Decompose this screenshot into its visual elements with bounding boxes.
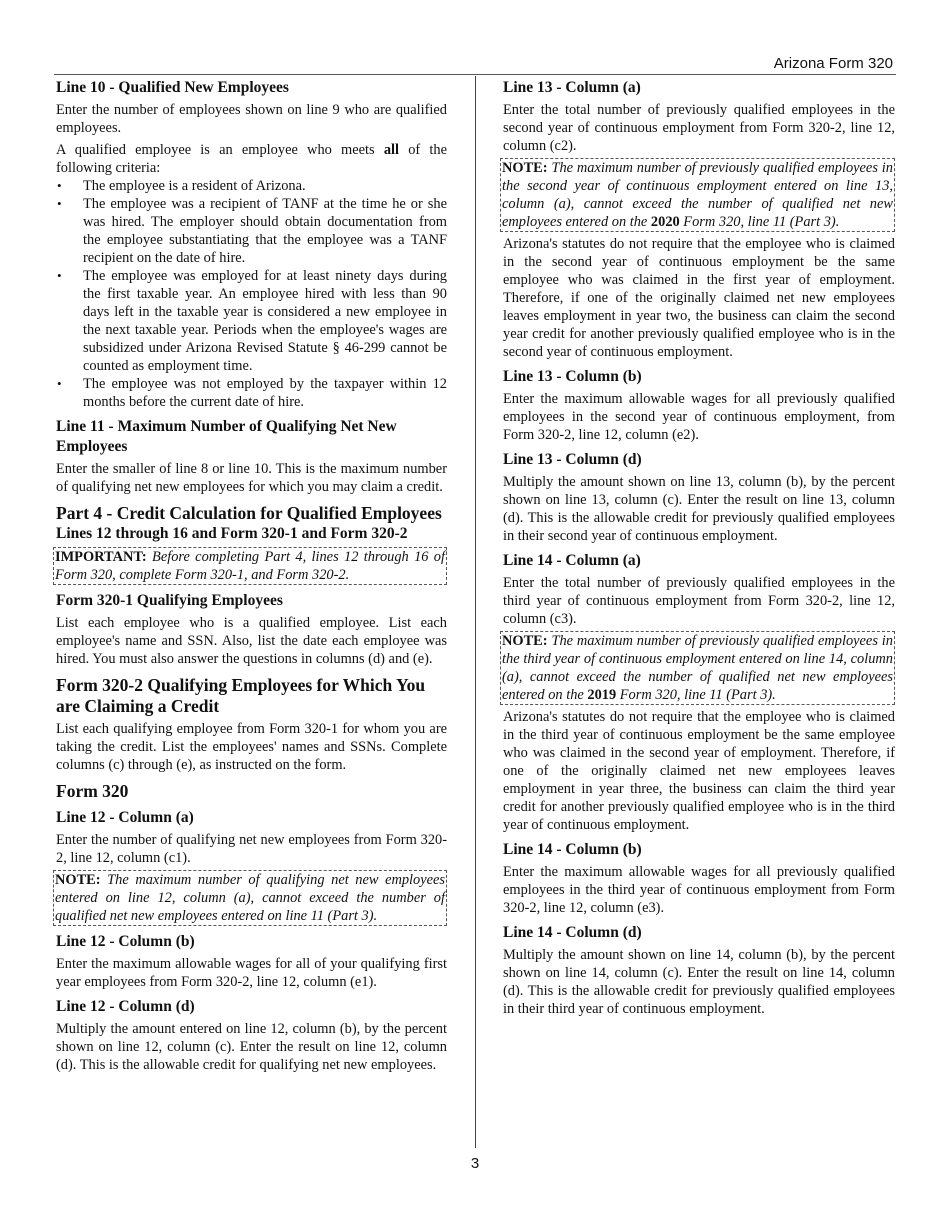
part4-heading: Part 4 - Credit Calculation for Qualified Employees <box>56 503 442 523</box>
line14a-text: Enter the total number of previously qualified employees in the third year of continuous employment from Form 320-2, line 12, column (c3). <box>503 575 895 627</box>
note14-year: 2019 <box>587 687 617 703</box>
note13-box: NOTE: The maximum number of previously qualified employees in the second year of continuous employment entered on line 13, column (a), cannot exceed the number of qualified net new employees entered on the 2020 Form 320, line 11 (Part 3). <box>502 160 893 230</box>
note14-label: NOTE: <box>502 633 548 649</box>
criteria-item: • The employee was employed for at least ninety days during the first taxable year. An employee hired with less than 90 days left in the taxable year is considered a new employee in the next taxable year. Periods when the employee's wages are subsidized under Arizona Revised Statute § 46-299 cannot be counted as employment time. <box>56 267 447 375</box>
line14b-heading: Line 14 - Column (b) <box>503 841 642 858</box>
line12d-heading: Line 12 - Column (d) <box>56 998 195 1015</box>
note12-text: The maximum number of qualifying net new employees entered on line 12, column (a), cannot exceed the number of qualified net new employees entered on line 11 (Part 3). <box>55 872 445 924</box>
header-rule <box>54 74 896 75</box>
line10-heading: Line 10 - Qualified New Employees <box>56 79 289 96</box>
line12a-heading: Line 12 - Column (a) <box>56 809 194 826</box>
criteria-list <box>56 177 447 411</box>
page-number: 3 <box>470 1155 480 1172</box>
note13-label: NOTE: <box>502 160 548 176</box>
line12d-text: Multiply the amount entered on line 12, column (b), by the percent shown on line 12, column (c). Enter the result on line 12, column (d). This is the allowable credit for qualifying net new employees. <box>56 1021 447 1073</box>
criteria-item: • The employee was not employed by the taxpayer within 12 months before the current date of hire. <box>56 375 447 411</box>
column-divider <box>475 76 476 1148</box>
form320-heading: Form 320 <box>56 781 129 801</box>
line14d-heading: Line 14 - Column (d) <box>503 924 642 941</box>
line11-heading: Line 11 - Maximum Number of Qualifying Net New Employees <box>56 418 397 455</box>
note13-year: 2020 <box>650 214 680 230</box>
line13a-heading: Line 13 - Column (a) <box>503 79 641 96</box>
line13a-text: Enter the total number of previously qualified employees in the second year of continuous employment from Form 320-2, line 12, column (c2). <box>503 102 895 154</box>
line13d-heading: Line 13 - Column (d) <box>503 451 642 468</box>
important-text: Before completing Part 4, lines 12 through 16 of Form 320, complete Form 320-1, and Form 320-2. <box>55 549 445 583</box>
statutes13-text: Arizona's statutes do not require that the employee who is claimed in the second year of continuous employment be the same employee who was claimed in the first year of employment. Therefore, if one of the originally claimed net new employees leaves employment in year two, the business can claim the second year credit for another previously qualified employee who is in the second year of continuous employment. <box>503 236 895 360</box>
form3202-text: List each qualifying employee from Form 320-1 for whom you are taking the credit. List the employees' names and SSNs. Complete columns (c) through (e), as instructed on the form. <box>56 721 447 773</box>
line13b-text: Enter the maximum allowable wages for all previously qualified employees in the second year of continuous employment, from Form 320-2, line 12, column (e2). <box>503 391 895 443</box>
line14d-text: Multiply the amount shown on line 14, column (b), by the percent shown on line 14, column (c). Enter the result on line 14, column (d). This is the allowable credit for previously qualified employees in their third year of continuous employment. <box>503 947 895 1017</box>
important-box <box>53 547 447 585</box>
criteria-intro-bold: all <box>383 142 400 158</box>
form-title: Arizona Form 320 <box>773 55 893 72</box>
line12b-heading: Line 12 - Column (b) <box>56 933 195 950</box>
lines12-16-heading: Lines 12 through 16 and Form 320-1 and Form 320-2 <box>56 525 408 542</box>
line14b-text: Enter the maximum allowable wages for all previously qualified employees in the third year of continuous employment from Form 320-2, line 12, column (e3). <box>503 864 895 916</box>
criteria-item: • The employee is a resident of Arizona. <box>56 177 447 195</box>
form3201-text: List each employee who is a qualified employee. List each employee's name and SSN. Also, list the date each employee was hired. You must also answer the questions in columns (d) and (e). <box>56 615 447 667</box>
form3201-heading: Form 320-1 Qualifying Employees <box>56 592 283 609</box>
line13b-heading: Line 13 - Column (b) <box>503 368 642 385</box>
line12b-text: Enter the maximum allowable wages for all of your qualifying first year employees from Form 320-2, line 12, column (e1). <box>56 956 447 990</box>
note14-box: NOTE: The maximum number of previously qualified employees in the third year of continuous employment entered on line 14, column (a), cannot exceed the number of qualified net new employees entered on the 2019 Form 320, line 11 (Part 3). <box>502 633 893 703</box>
criteria-intro: A qualified employee is an employee who meets all of the following criteria: <box>56 142 447 176</box>
important-label: IMPORTANT: <box>55 549 147 565</box>
note12-box <box>53 870 447 926</box>
left-column <box>56 78 447 1074</box>
note12-label: NOTE: <box>55 872 101 888</box>
line13d-text: Multiply the amount shown on line 13, column (b), by the percent shown on line 13, column (c). Enter the result on line 13, column (d). This is the allowable credit for previously qualified employees in their second year of continuous employment. <box>503 474 895 544</box>
line11-text: Enter the smaller of line 8 or line 10. This is the maximum number of qualifying net new employees for which you may claim a credit. <box>56 461 447 495</box>
criteria-item: • The employee was a recipient of TANF at the time he or she was hired. The employer should obtain documentation from the employee substantiating that the employee was a TANF recipient on the date of hire. <box>56 195 447 267</box>
line10-text: Enter the number of employees shown on line 9 who are qualified employees. <box>56 102 447 136</box>
line14a-heading: Line 14 - Column (a) <box>503 552 641 569</box>
statutes14-text: Arizona's statutes do not require that the employee who is claimed in the third year of continuous employment be the same employee who was claimed in the second year of employment. Therefore, if one of the originally claimed net new employees leaves employment in year three, the business can claim the third year credit for another previously qualified employee who is in the third year of continuous employment. <box>503 709 895 833</box>
line12a-text: Enter the number of qualifying net new employees from Form 320-2, line 12, column (c1). <box>56 832 447 866</box>
right-column <box>503 78 895 1018</box>
form3202-heading: Form 320-2 Qualifying Employees for Which You are Claiming a Credit <box>56 675 426 716</box>
